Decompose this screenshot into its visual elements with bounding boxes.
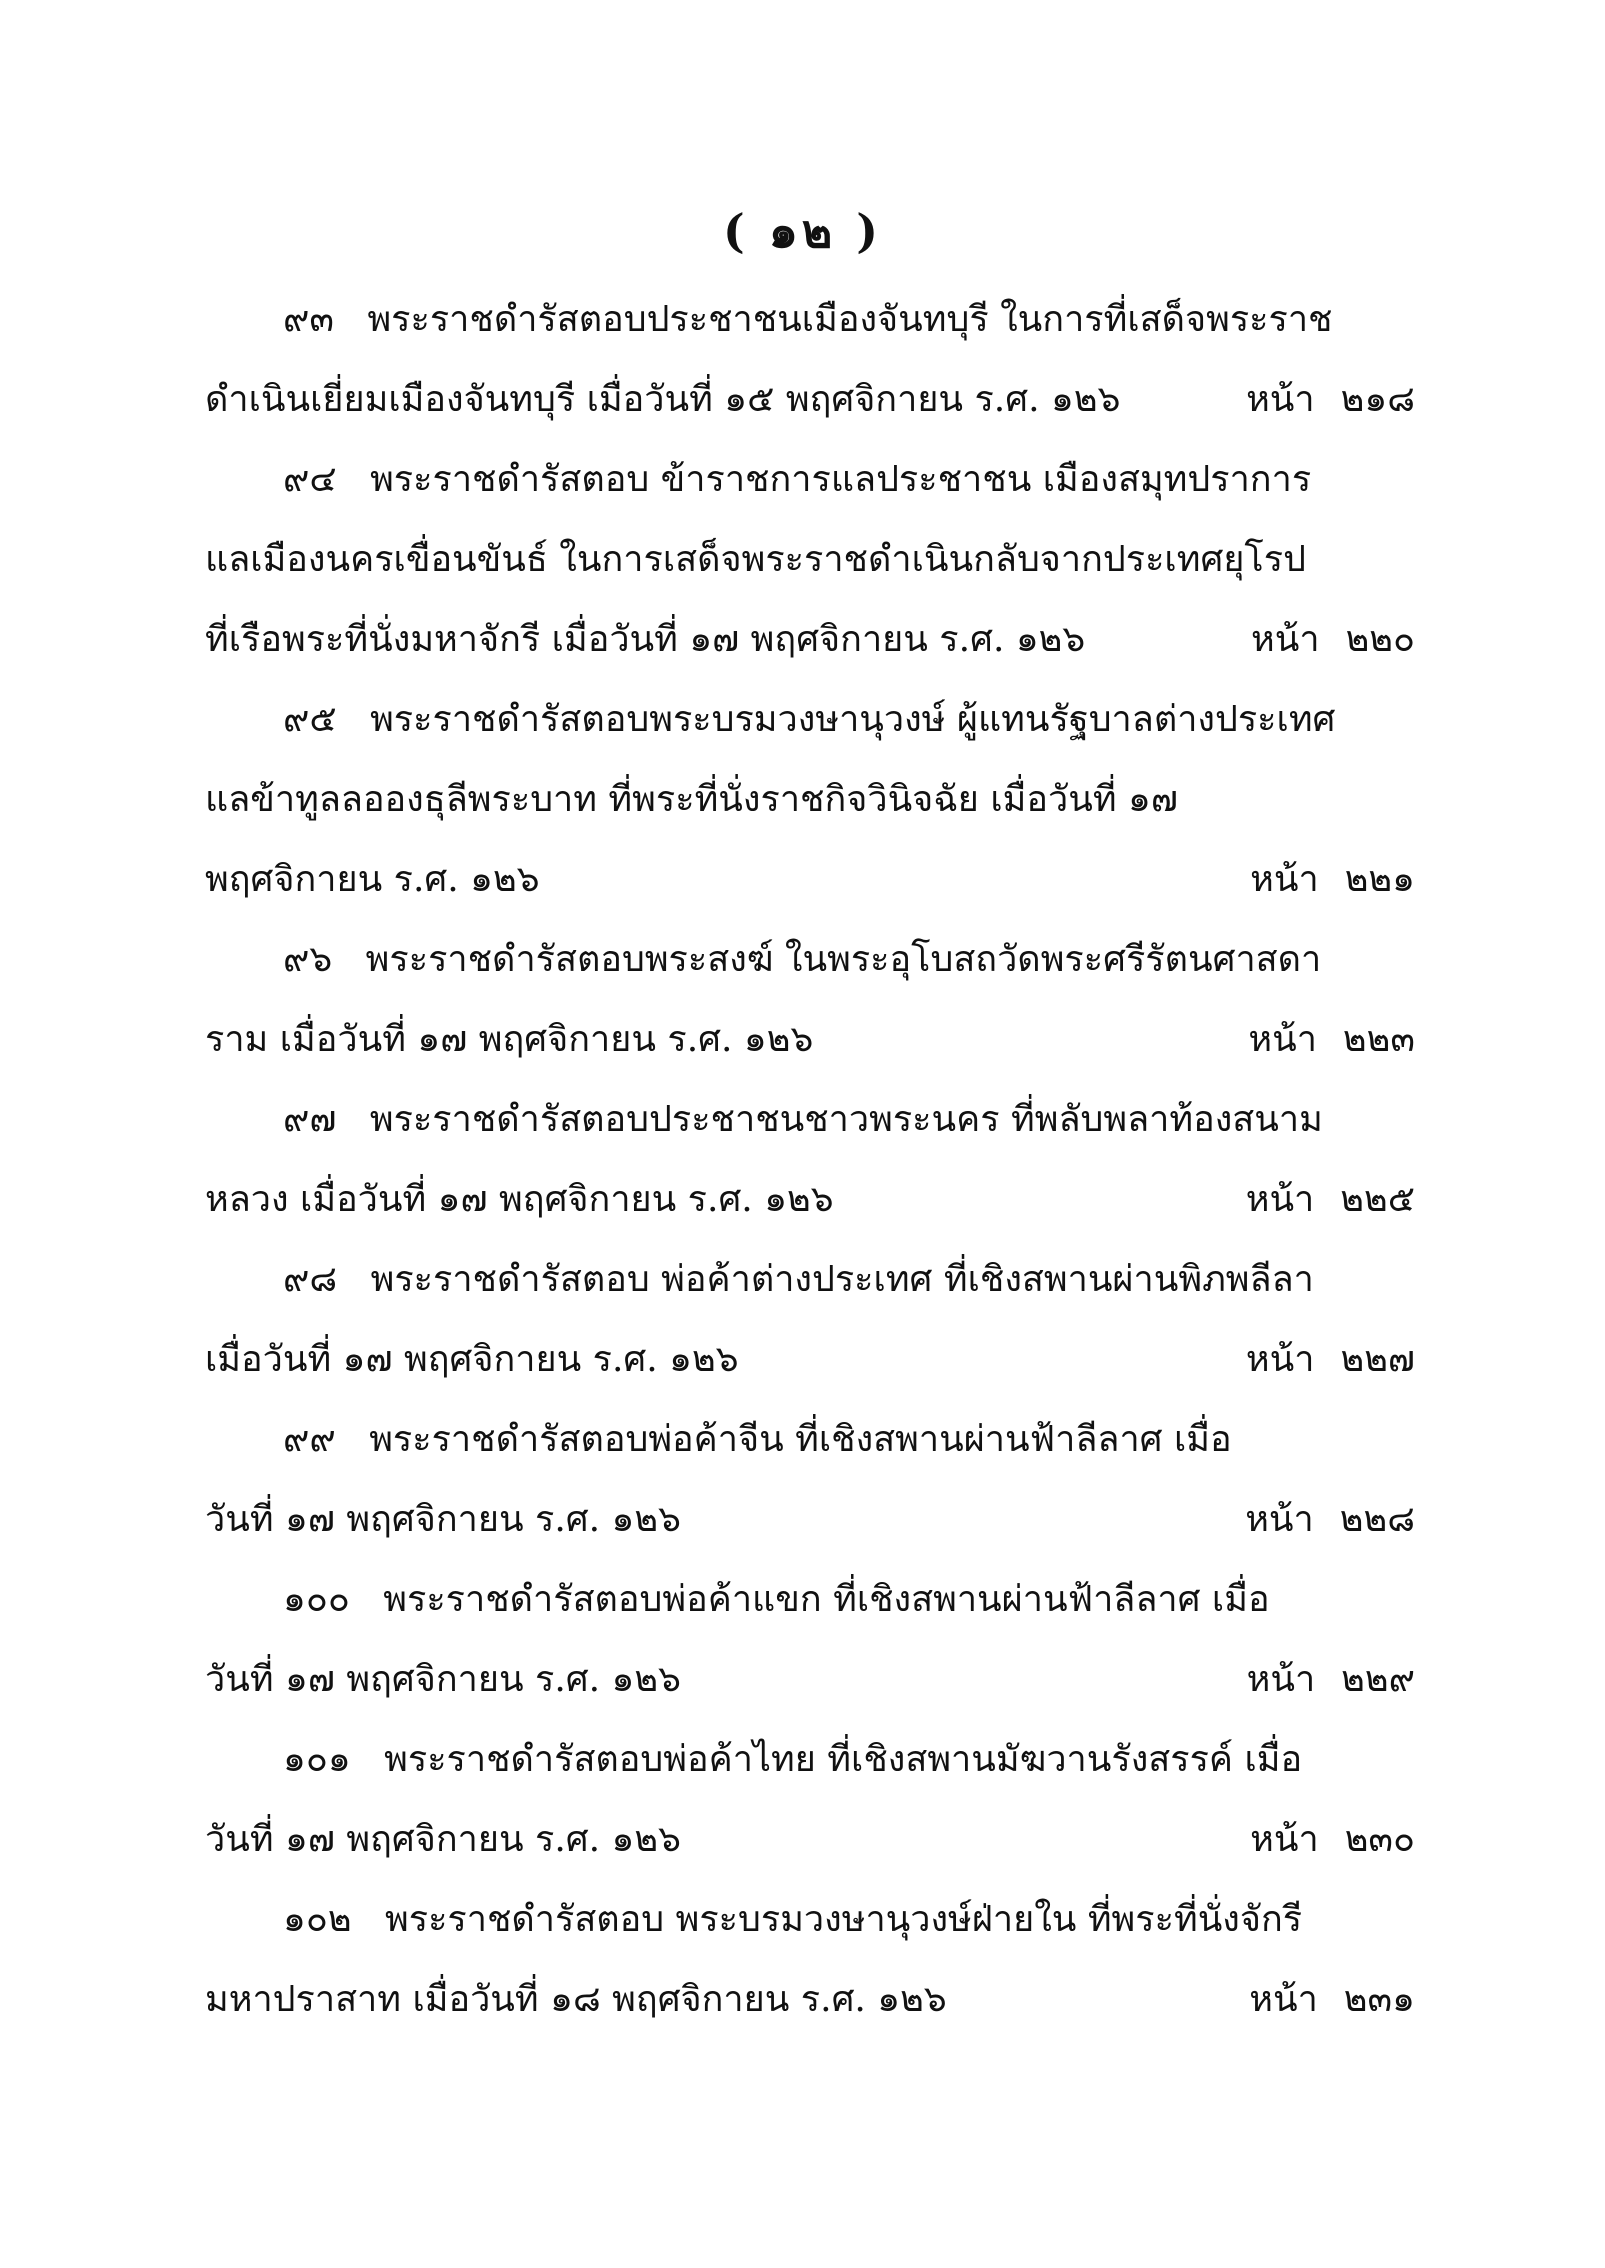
page-ref-number: ๒๑๘	[1340, 379, 1415, 420]
entry-number: ๑๐๑	[283, 1739, 351, 1780]
entry-text: แลข้าทูลลอองธุลีพระบาท ที่พระที่นั่งราชกิจวินิจฉัย เมื่อวันที่ ๑๗	[205, 779, 1178, 820]
page-ref-label: หน้า	[1245, 1179, 1315, 1220]
page-ref-label: หน้า	[1250, 859, 1319, 900]
entry-text: ที่เรือพระที่นั่งมหาจักรี เมื่อวันที่ ๑๗ พฤศจิกายน ร.ศ. ๑๒๖	[205, 619, 1086, 660]
page-ref-number: ๒๒๙	[1341, 1659, 1415, 1700]
page-ref-label: หน้า	[1245, 1339, 1315, 1380]
page-ref-label: หน้า	[1246, 1659, 1316, 1700]
page-ref-label: หน้า	[1248, 1019, 1317, 1060]
page-ref-number: ๒๒๘	[1339, 1499, 1415, 1540]
page-ref-number: ๒๓๐	[1344, 1819, 1415, 1860]
page-ref-label: หน้า	[1246, 379, 1315, 420]
entry-number: ๙๗	[283, 1099, 337, 1140]
entry-number: ๙๖	[283, 939, 333, 980]
list-item	[205, 680, 1415, 920]
list-item	[205, 1080, 1415, 1240]
page-ref-number: ๒๒๓	[1342, 1019, 1415, 1060]
entry-text: พระราชดำรัสตอบ พระบรมวงษานุวงษ์ฝ่ายใน ที่พระที่นั่งจักรี	[385, 1899, 1303, 1940]
entry-text: พระราชดำรัสตอบพ่อค้าไทย ที่เชิงสพานมัฆวานรังสรรค์ เมื่อ	[384, 1739, 1303, 1780]
speech-list	[205, 280, 1415, 2040]
entry-text: ราม เมื่อวันที่ ๑๗ พฤศจิกายน ร.ศ. ๑๒๖	[205, 1019, 814, 1060]
entry-text: พระราชดำรัสตอบ พ่อค้าต่างประเทศ ที่เชิงสพานผ่านพิภพลีลา	[370, 1259, 1314, 1300]
page-ref-label: หน้า	[1250, 1819, 1319, 1860]
entry-text: วันที่ ๑๗ พฤศจิกายน ร.ศ. ๑๒๖	[205, 1659, 681, 1700]
entry-number: ๙๘	[283, 1259, 338, 1300]
entry-text: ดำเนินเยี่ยมเมืองจันทบุรี เมื่อวันที่ ๑๕ พฤศจิกายน ร.ศ. ๑๒๖	[205, 379, 1121, 420]
entry-text: พระราชดำรัสตอบประชาชนชาวพระนคร ที่พลับพลาท้องสนาม	[369, 1099, 1323, 1140]
entry-number: ๙๙	[283, 1419, 336, 1460]
page-ref-number: ๒๒๕	[1340, 1179, 1415, 1220]
list-item	[205, 440, 1415, 680]
page-ref-label: หน้า	[1249, 1979, 1318, 2020]
entry-number: ๙๔	[283, 459, 337, 500]
entry-text: พระราชดำรัสตอบพระสงฆ์ ในพระอุโบสถวัดพระศรีรัตนศาสดา	[365, 939, 1322, 980]
entry-text: พระราชดำรัสตอบ ข้าราชการแลประชาชน เมืองสมุทปราการ	[370, 459, 1312, 500]
entry-text: หลวง เมื่อวันที่ ๑๗ พฤศจิกายน ร.ศ. ๑๒๖	[205, 1179, 834, 1220]
entry-number: ๑๐๐	[283, 1579, 350, 1620]
entry-text: พระราชดำรัสตอบประชาชนเมืองจันทบุรี ในการที่เสด็จพระราช	[367, 299, 1333, 340]
page-ref-label: หน้า	[1251, 619, 1320, 660]
entry-number: ๙๓	[283, 299, 334, 340]
list-item	[205, 1240, 1415, 1400]
entry-text: วันที่ ๑๗ พฤศจิกายน ร.ศ. ๑๒๖	[205, 1499, 681, 1540]
entry-text: เมื่อวันที่ ๑๗ พฤศจิกายน ร.ศ. ๑๒๖	[205, 1339, 739, 1380]
page-number: ( ๑๒ )	[722, 204, 883, 258]
entry-text: พระราชดำรัสตอบพระบรมวงษานุวงษ์ ผู้แทนรัฐบาลต่างประเทศ	[370, 699, 1336, 740]
page-ref-label: หน้า	[1245, 1499, 1314, 1540]
list-item	[205, 280, 1415, 440]
page-ref-number: ๒๒๐	[1345, 619, 1415, 660]
list-item	[205, 1400, 1415, 1560]
entry-text: พระราชดำรัสตอบพ่อค้าแขก ที่เชิงสพานผ่านฟ้าลีลาศ เมื่อ	[383, 1579, 1270, 1620]
list-item	[205, 1720, 1415, 1880]
list-item	[205, 1880, 1415, 2040]
entry-number: ๑๐๒	[283, 1899, 352, 1940]
page-ref-number: ๒๓๑	[1343, 1979, 1415, 2020]
entry-text: วันที่ ๑๗ พฤศจิกายน ร.ศ. ๑๒๖	[205, 1819, 681, 1860]
entry-text: มหาปราสาท เมื่อวันที่ ๑๘ พฤศจิกายน ร.ศ. ๑๒๖	[205, 1979, 947, 2020]
list-item	[205, 1560, 1415, 1720]
page-ref-number: ๒๒๗	[1340, 1339, 1415, 1380]
entry-text: พฤศจิกายน ร.ศ. ๑๒๖	[205, 859, 540, 900]
page-ref-number: ๒๒๑	[1344, 859, 1415, 900]
list-item	[205, 920, 1415, 1080]
entry-number: ๙๕	[283, 699, 337, 740]
entry-text: พระราชดำรัสตอบพ่อค้าจีน ที่เชิงสพานผ่านฟ้าลีลาศ เมื่อ	[369, 1419, 1232, 1460]
entry-text: แลเมืองนครเขื่อนขันธ์ ในการเสด็จพระราชดำเนินกลับจากประเทศยุโรป	[205, 539, 1306, 580]
